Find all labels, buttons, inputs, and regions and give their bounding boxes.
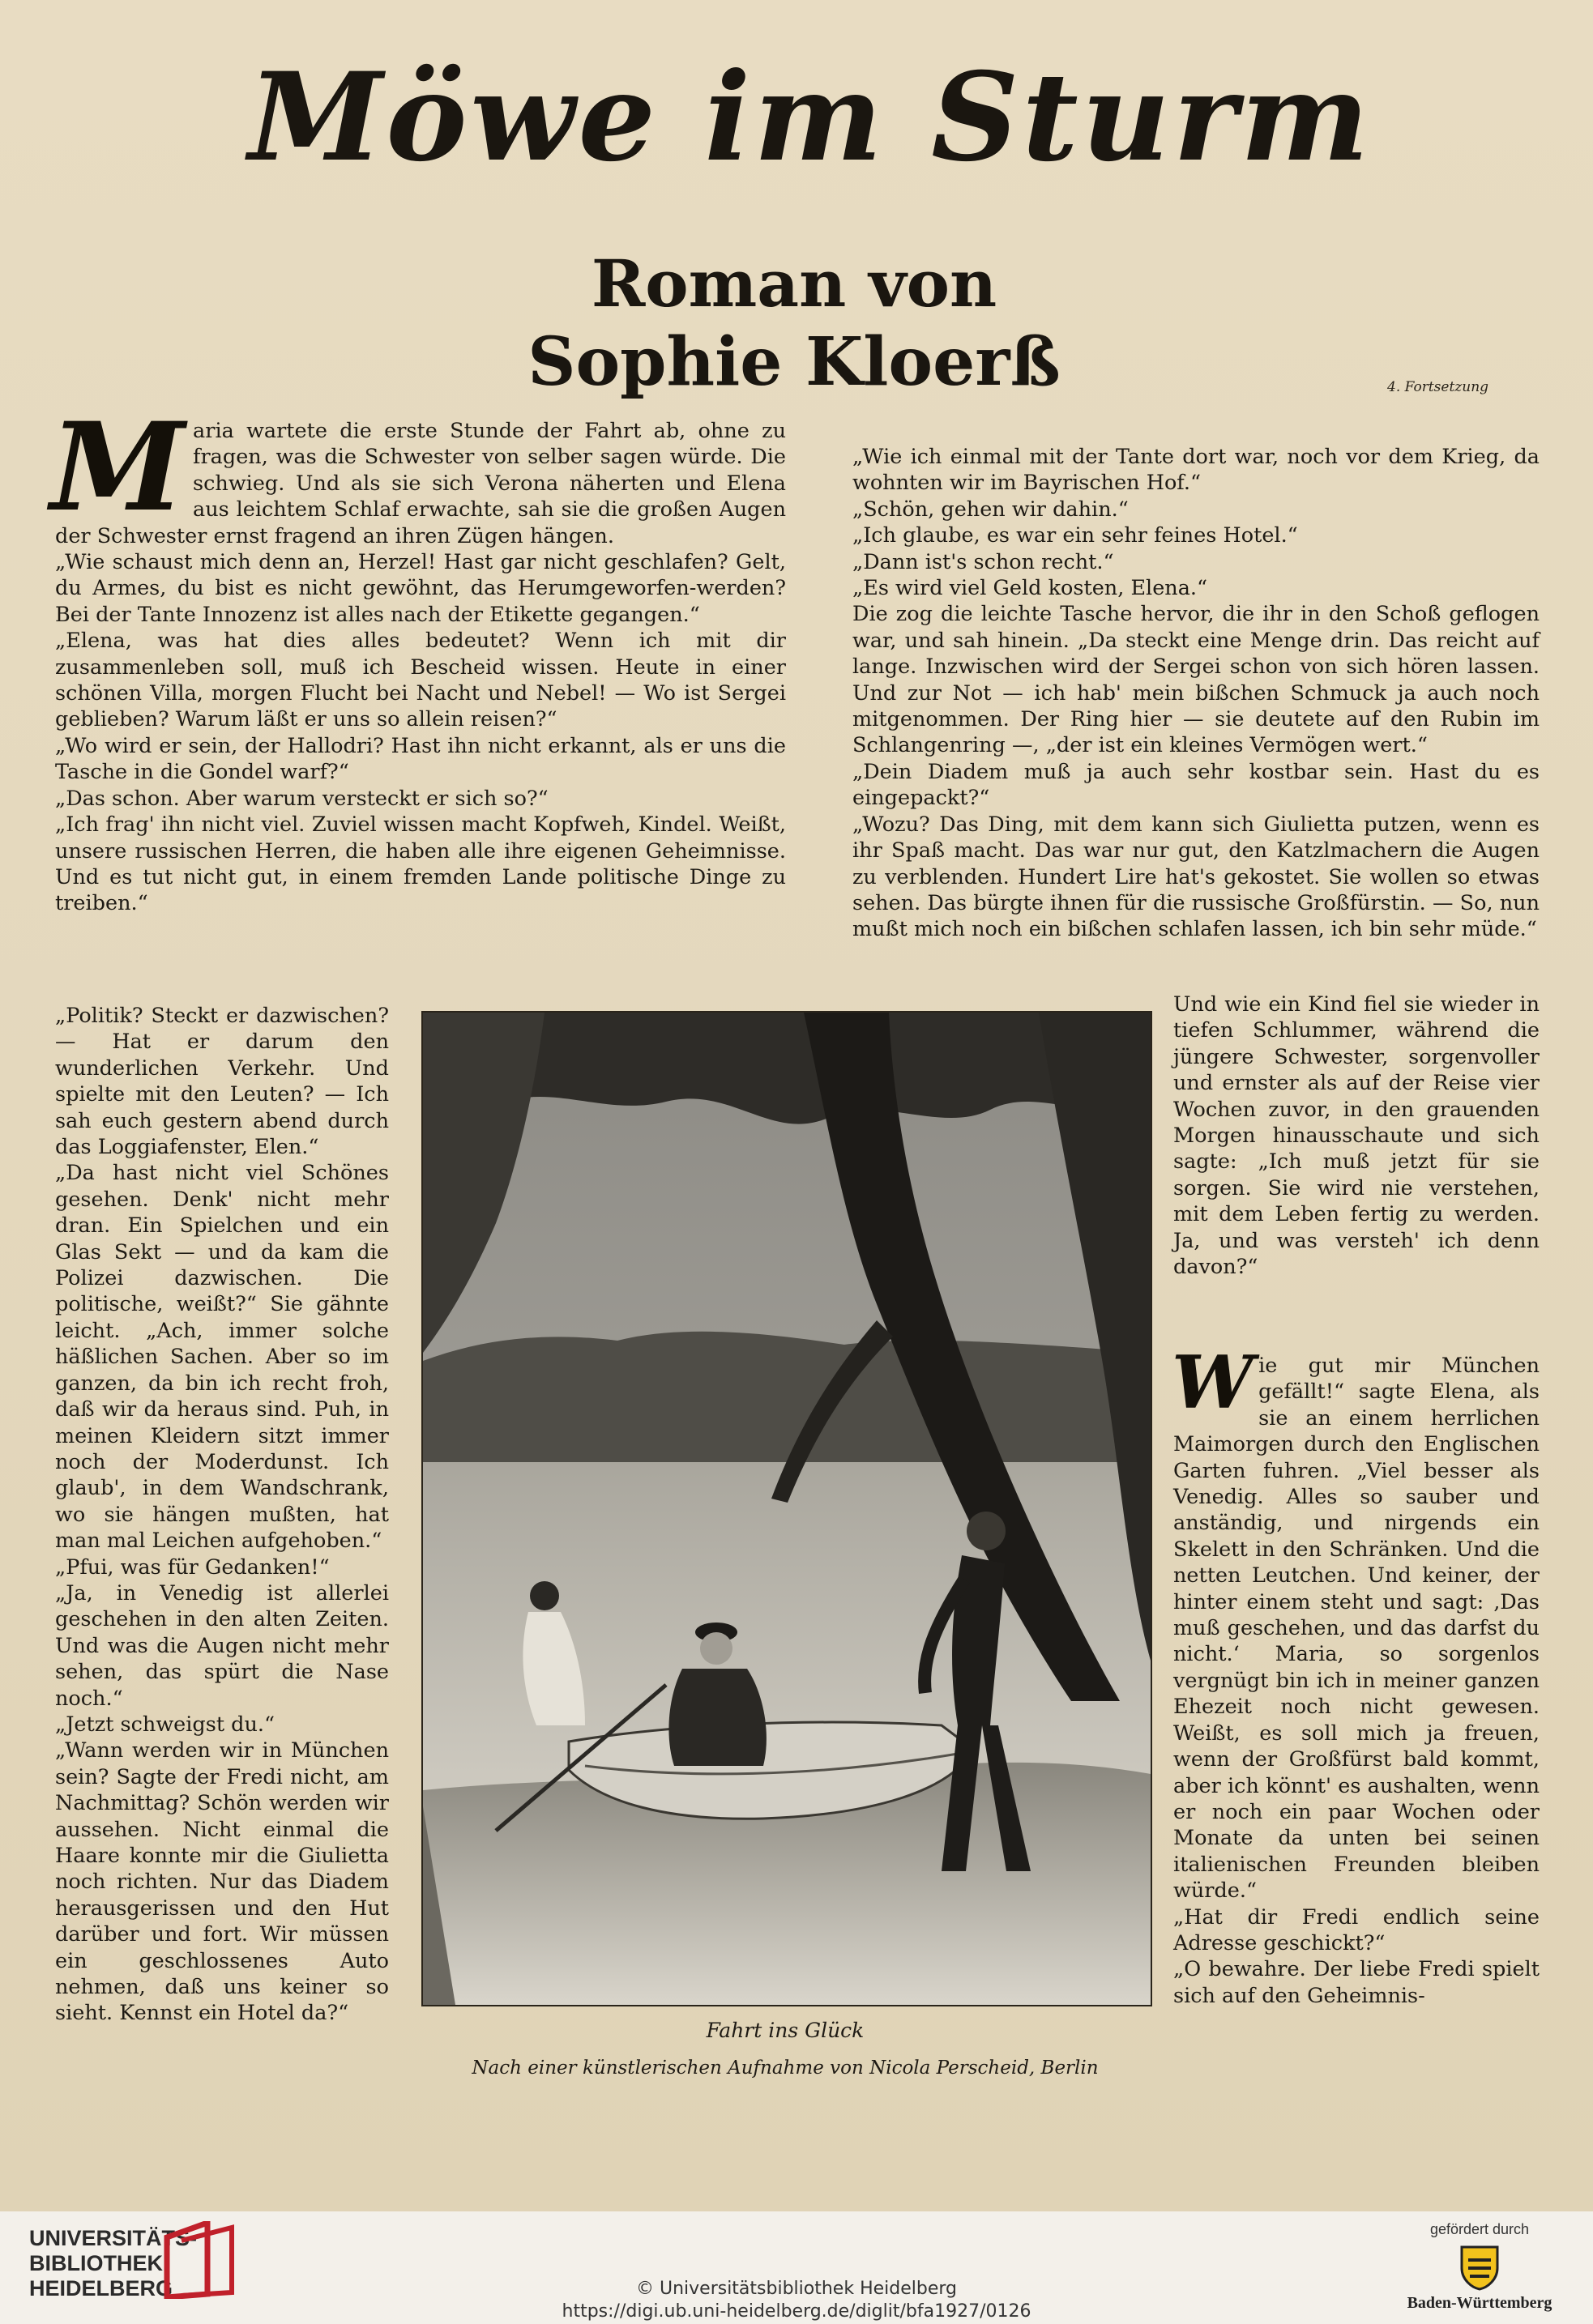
paragraph: „Da hast nicht viel Schönes gesehen. Denk' nicht mehr dran. Ein Spielchen und ein Glas Sekt — und da kam die Polizei dazwischen. Die politische, weißt?“ Sie gähnte leicht. „Ach, immer solche häßlichen Sachen. Aber so im ganzen, da bin ich recht froh, daß wir da heraus sind. Puh, in meinen Kleidern sitzt immer noch der Moderdunst. Ich glaub', in dem Wandschrank, wo sie hängen mußten, hat man mal Leichen aufgehoben.“ xyxy=(55,1161,389,1554)
text-column-left-top xyxy=(50,396,786,917)
paragraph: „Wie ich einmal mit der Tante dort war, noch vor dem Krieg, da wohnten wir im Bayrischen Hof.“ xyxy=(852,445,1540,496)
paragraph: „Wie schaust mich denn an, Herzel! Hast gar nicht geschlafen? Gelt, du Armes, du bist es nicht gewöhnt, das Herumgeworfen-werden? Bei der Tante Innozenz ist alles nach der Etikette gegangen.“ xyxy=(55,550,786,627)
photo-credit: Nach einer künstlerischen Aufnahme von Nicola Perscheid, Berlin xyxy=(472,2057,1099,2079)
drop-cap: M xyxy=(50,396,186,539)
article-subtitle-roman-von: Roman von xyxy=(591,245,997,322)
text-column-right-narrow-bottom xyxy=(1172,1340,1540,2009)
paragraph: „Jetzt schweigst du.“ xyxy=(55,1712,275,1737)
paragraph: „Wo wird er sein, der Hallodri? Hast ihn nicht erkannt, als er uns die Tasche in die Gondel warf?“ xyxy=(55,733,786,785)
footer-center-text xyxy=(454,2278,1139,2323)
text-column-right-top xyxy=(852,444,1540,943)
paragraph: „Schön, gehen wir dahin.“ xyxy=(852,497,1129,522)
installment-label: 4. Fortsetzung xyxy=(1387,379,1489,395)
sponsor-label: gefördert durch xyxy=(1429,2221,1530,2237)
article-author: Sophie Kloerß xyxy=(527,323,1061,401)
paragraph: „Politik? Steckt er dazwischen? — Hat er darum den wunderlichen Verkehr. Und spielte mit den Leuten? — Ich sah euch gestern abend durch das Loggiafenster, Elen.“ xyxy=(55,1004,389,1160)
state-coat-of-arms-icon xyxy=(1457,2244,1502,2291)
paragraph: „Ich frag' ihn nicht viel. Zuviel wissen macht Kopfweh, Kindel. Weißt, unsere russischen Herren, die haben alle ihre eigenen Geheimnisse. Und es tut nicht gut, in einem fremden Lande politische Dinge zu treiben.“ xyxy=(55,812,786,916)
paragraph: „Hat dir Fredi endlich seine Adresse geschickt?“ xyxy=(1173,1904,1540,1955)
text-column-right-narrow xyxy=(1173,991,1540,1280)
library-logo-text: UNIVERSITÄTS- BIBLIOTHEK HEIDELBERG xyxy=(29,2226,198,2301)
paragraph: „Wann werden wir in München sein? Sagte der Fredi nicht, am Nachmittag? Schön werden wir aussehen. Nicht einmal die Haare konnte mir die Giulietta noch richten. Nur das Diadem herausgerissen und den Hut darüber und fort. Wir müssen ein geschlossenes Auto nehmen, daß uns keiner so sieht. Kennst ein Hotel da?“ xyxy=(55,1738,389,2026)
paragraph: „Elena, was hat dies alles bedeutet? Wenn ich mit dir zusammenleben soll, muß ich Bescheid wissen. Heute in einer schönen Villa, morgen Flucht bei Nacht und Nebel! — Wo ist Sergei geblieben? Warum läßt er uns so allein reisen?“ xyxy=(55,629,786,732)
paragraph: „Dann ist's schon recht.“ xyxy=(852,549,1114,574)
paragraph: „Wozu? Das Ding, mit dem kann sich Giulietta putzen, wenn es ihr Spaß macht. Das war nur gut, den Katzlmachern die Augen zu verblenden. Hundert Lire hat's gekostet. Sie wollen so etwas sehen. Das bürgte ihnen für die russische Großfürstin. — So, nun mußt mich noch ein bißchen schlafen lassen, ich bin sehr müde.“ xyxy=(852,812,1540,942)
paragraph: Die zog die leichte Tasche hervor, die ihr in den Schoß geflogen war, und sah hinein. „Da steckt eine Menge drin. Das reicht auf lange. Inzwischen wird der Sergei schon von sich hören lassen. Und zur Not — ich hab' mein bißchen Schmuck ja auch noch mitgenommen. Der Ring hier — sie deutete auf den Rubin im Schlangenring —, „der ist ein kleines Vermögen wert.“ xyxy=(852,602,1540,758)
paragraph: „Ja, in Venedig ist allerlei geschehen in den alten Zeiten. Und was die Augen nicht mehr sehen, das spürt die Nase noch.“ xyxy=(55,1580,389,1711)
paragraph: „Es wird viel Geld kosten, Elena.“ xyxy=(852,576,1208,601)
drop-cap: W xyxy=(1172,1340,1254,1426)
paragraph: Wie gut mir München gefällt!“ sagte Elena, als sie an einem herrlichen Maimorgen durch den Englischen Garten fuhren. „Viel besser als Venedig. Alles so sauber und anständig, und nirgends ein Skelett in den Schränken. Und die netten Leutchen. Und keiner, der hinter einem steht und sagt: ‚Das muß geschehen, und das darfst du nicht.‘ Maria, so sorgenlos vergnügt bin ich in meiner ganzen Ehezeit noch nicht gewesen. Weißt, es soll mich ja freuen, wenn der Großfürst bald kommt, aber ich könnt' es aushalten, wenn er noch ein paar Wochen oder Monate da unten bei seinen italienischen Freunden bleiben würde.“ xyxy=(1172,1340,1540,1904)
text-column-left-narrow xyxy=(55,1003,389,2027)
source-url-link[interactable]: https://digi.ub.uni-heidelberg.de/diglit/bfa1927/0126 xyxy=(562,2301,1031,2322)
paragraph: „Pfui, was für Gedanken!“ xyxy=(55,1554,330,1580)
paragraph: „Dein Diadem muß ja auch sehr kostbar sein. Hast du es eingepackt?“ xyxy=(852,759,1540,811)
copyright-text: © Universitätsbibliothek Heidelberg xyxy=(635,2279,957,2299)
photo-illustration xyxy=(423,1013,1151,2005)
paragraph: „Das schon. Aber warum versteckt er sich so?“ xyxy=(55,786,549,811)
photo-boat-on-lake xyxy=(421,1011,1152,2006)
paragraph: „O bewahre. Der liebe Fredi spielt sich auf den Geheimnis- xyxy=(1173,1957,1540,2008)
paragraph: „Ich glaube, es war ein sehr feines Hotel.“ xyxy=(852,523,1298,548)
library-logo-icon xyxy=(159,2221,240,2299)
photo-caption: Fahrt ins Glück xyxy=(706,2019,865,2042)
paragraph: Maria wartete die erste Stunde der Fahrt ab, ohne zu fragen, was die Schwester von selber sagen würde. Die schwieg. Und als sie sich Verona näherten und Elena aus leichtem Schlaf erwachte, sah sie die großen Augen der Schwester ernst fragend an ihren Zügen hängen. xyxy=(50,396,786,548)
sponsor-name: Baden-Württemberg xyxy=(1407,2294,1552,2312)
paragraph: Und wie ein Kind fiel sie wieder in tiefen Schlummer, während die jüngere Schwester, sorgenvoller und ernster als auf der Reise vier Wochen zuvor, in den grauenden Morgen hinausschaute und sich sagte: „Ich muß jetzt für sie sorgen. Sie wird nie verstehen, mit dem Leben fertig zu werden. Ja, und was versteh' ich denn davon?“ xyxy=(1173,992,1540,1280)
article-title: Möwe im Sturm xyxy=(248,46,1373,189)
